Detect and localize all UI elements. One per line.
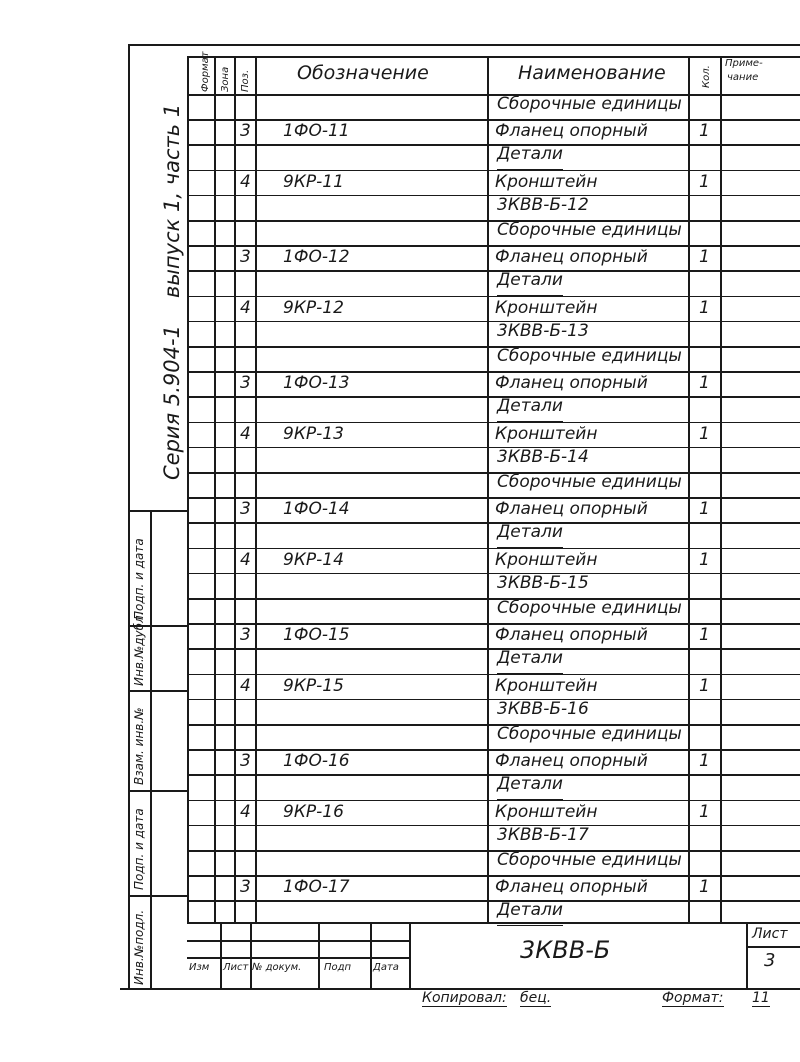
row-qty: 1 — [699, 247, 710, 268]
tb-col-1 — [220, 922, 222, 988]
header-zone: Зона — [220, 66, 231, 92]
row-name: Сборочные единицы — [497, 724, 682, 750]
row-qty: 1 — [699, 373, 710, 394]
table-col-line — [720, 56, 722, 922]
margin-issue: выпуск 1, часть 1 — [160, 103, 184, 298]
row-pos: 3 — [240, 121, 251, 142]
tb-sep-main — [409, 922, 411, 988]
row-qty: 1 — [699, 549, 710, 570]
tb-col-4 — [370, 922, 372, 988]
row-qty: 1 — [699, 423, 710, 444]
table-col-line — [214, 56, 216, 922]
row-name: Фланец опорный — [495, 247, 648, 268]
row-name: 3КВВ-Б-15 — [497, 573, 589, 599]
table-row-line — [187, 321, 800, 323]
stamp-col-line — [150, 510, 152, 988]
row-designation: 1ФО-12 — [283, 247, 350, 268]
table-col-line — [187, 56, 189, 922]
tb-col-change: Изм — [189, 962, 210, 973]
stamp-label: Инв.№дубл. — [132, 611, 146, 686]
row-name: Фланец опорный — [495, 751, 648, 772]
row-name: Фланец опорный — [495, 373, 648, 394]
stamp-label: Инв.№подл. — [132, 909, 146, 985]
row-name: 3КВВ-Б-13 — [497, 321, 589, 347]
row-pos: 4 — [240, 297, 251, 318]
table-row-line — [187, 346, 800, 348]
row-pos: 4 — [240, 171, 251, 192]
stamp-label: Взам. инв.№ — [132, 707, 146, 785]
row-name: Сборочные единицы — [497, 598, 682, 624]
footer-copied-value: бец. — [520, 990, 552, 1006]
row-pos: 3 — [240, 625, 251, 646]
row-name: Сборочные единицы — [497, 94, 682, 120]
row-designation: 1ФО-16 — [283, 751, 350, 772]
row-designation: 1ФО-13 — [283, 373, 350, 394]
row-qty: 1 — [699, 801, 710, 822]
margin-series: Серия 5.904-1 — [160, 325, 184, 480]
header-note-line2: чание — [727, 72, 759, 83]
row-name: Кронштейн — [495, 297, 598, 318]
table-col-line — [255, 56, 257, 922]
table-row-line — [187, 270, 800, 272]
tb-top — [187, 922, 800, 924]
row-designation: 9КР-15 — [283, 675, 344, 696]
table-row-line — [187, 699, 800, 701]
row-pos: 4 — [240, 801, 251, 822]
row-designation: 1ФО-15 — [283, 625, 350, 646]
stamp-line-4 — [128, 790, 188, 792]
row-designation: 9КР-16 — [283, 801, 344, 822]
row-qty: 1 — [699, 171, 710, 192]
row-qty: 1 — [699, 877, 710, 898]
stamp-line-1 — [128, 510, 188, 512]
row-pos: 4 — [240, 675, 251, 696]
table-col-line — [234, 56, 236, 922]
row-designation: 9КР-13 — [283, 423, 344, 444]
table-row-line — [187, 447, 800, 449]
table-row-line — [187, 774, 800, 776]
tb-sheet-line — [746, 946, 800, 948]
row-qty: 1 — [699, 121, 710, 142]
row-name: 3КВВ-Б-17 — [497, 825, 589, 851]
table-col-line — [487, 56, 489, 922]
table-header-line — [187, 94, 800, 96]
header-note-line1: Приме- — [725, 58, 763, 69]
row-qty: 1 — [699, 297, 710, 318]
tb-col-date: Дата — [373, 962, 399, 973]
row-designation: 1ФО-14 — [283, 499, 350, 520]
tb-col-3 — [318, 922, 320, 988]
tb-code: 3КВВ-Б — [520, 936, 611, 964]
table-col-line — [688, 56, 690, 922]
row-qty: 1 — [699, 675, 710, 696]
table-row-line — [187, 144, 800, 146]
row-designation: 9КР-14 — [283, 549, 344, 570]
row-name: Детали — [497, 144, 563, 170]
row-name: Сборочные единицы — [497, 346, 682, 372]
tb-col-2 — [250, 922, 252, 988]
row-name: Фланец опорный — [495, 877, 648, 898]
row-qty: 1 — [699, 499, 710, 520]
row-designation: 9КР-12 — [283, 297, 344, 318]
tb-sheet-number: 3 — [764, 950, 776, 971]
header-format: Формат — [200, 51, 211, 92]
table-row-line — [187, 573, 800, 575]
row-name: Фланец опорный — [495, 121, 648, 142]
table-row-line — [187, 195, 800, 197]
row-pos: 3 — [240, 247, 251, 268]
row-name: Фланец опорный — [495, 625, 648, 646]
table-row-line — [187, 522, 800, 524]
row-name: Детали — [497, 648, 563, 674]
tb-col-sign: Подп — [324, 962, 352, 973]
tb-sep-sheet — [746, 922, 748, 988]
table-row-line — [187, 472, 800, 474]
frame-top — [128, 44, 800, 46]
row-designation: 1ФО-11 — [283, 121, 350, 142]
table-row-line — [187, 724, 800, 726]
row-name: Кронштейн — [495, 801, 598, 822]
row-pos: 4 — [240, 423, 251, 444]
footer-format-value: 11 — [752, 990, 770, 1006]
row-name: Фланец опорный — [495, 499, 648, 520]
header-pos: Поз. — [240, 69, 251, 92]
stamp-label: Подп. и дата — [132, 538, 146, 620]
row-name: 3КВВ-Б-12 — [497, 195, 589, 221]
row-name: Детали — [497, 900, 563, 926]
tb-sheet-label: Лист — [752, 926, 788, 942]
table-row-line — [187, 825, 800, 827]
row-designation: 9КР-11 — [283, 171, 344, 192]
row-name: Кронштейн — [495, 171, 598, 192]
row-name: Кронштейн — [495, 549, 598, 570]
row-name: 3КВВ-Б-16 — [497, 699, 589, 725]
row-name: Детали — [497, 522, 563, 548]
table-row-line — [187, 850, 800, 852]
row-pos: 4 — [240, 549, 251, 570]
stamp-label: Подп. и дата — [132, 808, 146, 890]
tb-col-sheet: Лист — [223, 962, 249, 973]
row-name: Детали — [497, 774, 563, 800]
footer-format-label: Формат: — [662, 990, 724, 1006]
header-name: Наименование — [518, 62, 666, 84]
row-pos: 3 — [240, 499, 251, 520]
row-name: Детали — [497, 396, 563, 422]
stamp-line-5 — [128, 895, 188, 897]
table-top-line — [187, 56, 800, 58]
table-row-line — [187, 900, 800, 902]
row-name: Сборочные единицы — [497, 472, 682, 498]
table-row-line — [187, 598, 800, 600]
frame-left — [128, 44, 130, 990]
tb-col-doc: № докум. — [252, 962, 302, 973]
table-row-line — [187, 220, 800, 222]
row-qty: 1 — [699, 625, 710, 646]
row-name: Сборочные единицы — [497, 220, 682, 246]
row-name: Кронштейн — [495, 675, 598, 696]
row-designation: 1ФО-17 — [283, 877, 350, 898]
header-designation: Обозначение — [297, 62, 429, 84]
stamp-line-3 — [128, 690, 188, 692]
row-pos: 3 — [240, 373, 251, 394]
table-row-line — [187, 648, 800, 650]
row-pos: 3 — [240, 751, 251, 772]
row-name: 3КВВ-Б-14 — [497, 447, 589, 473]
row-qty: 1 — [699, 751, 710, 772]
row-name: Детали — [497, 270, 563, 296]
row-pos: 3 — [240, 877, 251, 898]
row-name: Кронштейн — [495, 423, 598, 444]
header-qty: Кол. — [701, 65, 712, 88]
table-row-line — [187, 396, 800, 398]
footer-copied-label: Копировал: — [422, 990, 507, 1006]
row-name: Сборочные единицы — [497, 850, 682, 876]
